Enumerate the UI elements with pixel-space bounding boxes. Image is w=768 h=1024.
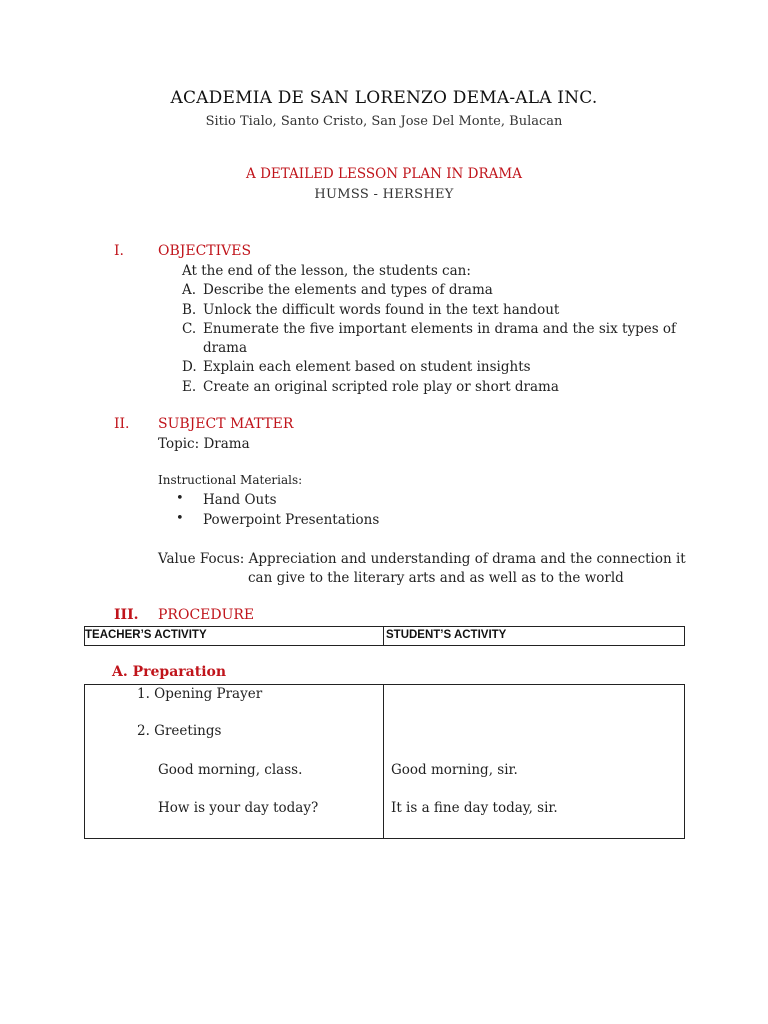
objective-label: A. <box>182 282 197 298</box>
teacher-question: How is your day today? <box>158 800 319 816</box>
objective-label: E. <box>182 379 197 395</box>
subject-topic: Topic: Drama <box>158 436 250 452</box>
objective-text-continued: drama <box>203 340 247 356</box>
school-name: ACADEMIA DE SAN LORENZO DEMA-ALA INC. <box>170 88 598 108</box>
column-divider <box>383 685 384 838</box>
objective-text: Explain each element based on student insights <box>203 359 531 375</box>
teacher-greeting: Good morning, class. <box>158 762 303 778</box>
bullet-icon: • <box>176 511 184 526</box>
section-title-objectives: OBJECTIVES <box>158 243 252 259</box>
bullet-icon: • <box>176 491 184 506</box>
objective-text: Create an original scripted role play or short drama <box>203 379 559 395</box>
objective-label: B. <box>182 302 197 318</box>
lesson-plan-subtitle: HUMSS - HERSHEY <box>314 187 454 202</box>
teacher-activity-header: TEACHER’S ACTIVITY <box>85 629 207 641</box>
objective-label: C. <box>182 321 197 337</box>
value-focus-line1: Value Focus: Appreciation and understanding of drama and the connection it <box>158 551 686 567</box>
opening-prayer: 1. Opening Prayer <box>137 686 263 702</box>
section-title-procedure: PROCEDURE <box>158 607 255 623</box>
section-number-subject: II. <box>114 416 130 432</box>
student-activity-header: STUDENT’S ACTIVITY <box>386 629 507 641</box>
objective-text: Unlock the difficult words found in the text handout <box>203 302 560 318</box>
objective-text: Enumerate the five important elements in drama and the six types of <box>203 321 677 337</box>
student-answer: It is a fine day today, sir. <box>391 800 558 816</box>
preparation-heading: A. Preparation <box>112 664 227 680</box>
section-number-procedure: III. <box>114 607 139 623</box>
objective-label: D. <box>182 359 197 375</box>
material-item: Powerpoint Presentations <box>203 512 380 528</box>
section-number-objectives: I. <box>114 243 124 259</box>
value-focus-line2: can give to the literary arts and as well as to the world <box>248 570 624 586</box>
section-title-subject: SUBJECT MATTER <box>158 416 294 432</box>
greetings: 2. Greetings <box>137 723 222 739</box>
lesson-plan-title: A DETAILED LESSON PLAN IN DRAMA <box>246 166 522 182</box>
objectives-intro: At the end of the lesson, the students can: <box>182 263 471 279</box>
activity-table-header <box>84 626 685 646</box>
material-item: Hand Outs <box>203 492 277 508</box>
materials-label: Instructional Materials: <box>158 473 303 487</box>
student-greeting: Good morning, sir. <box>391 762 518 778</box>
school-address: Sitio Tialo, Santo Cristo, San Jose Del Monte, Bulacan <box>205 114 563 129</box>
objective-text: Describe the elements and types of drama <box>203 282 493 298</box>
preparation-table <box>84 684 685 839</box>
column-divider <box>383 627 384 645</box>
